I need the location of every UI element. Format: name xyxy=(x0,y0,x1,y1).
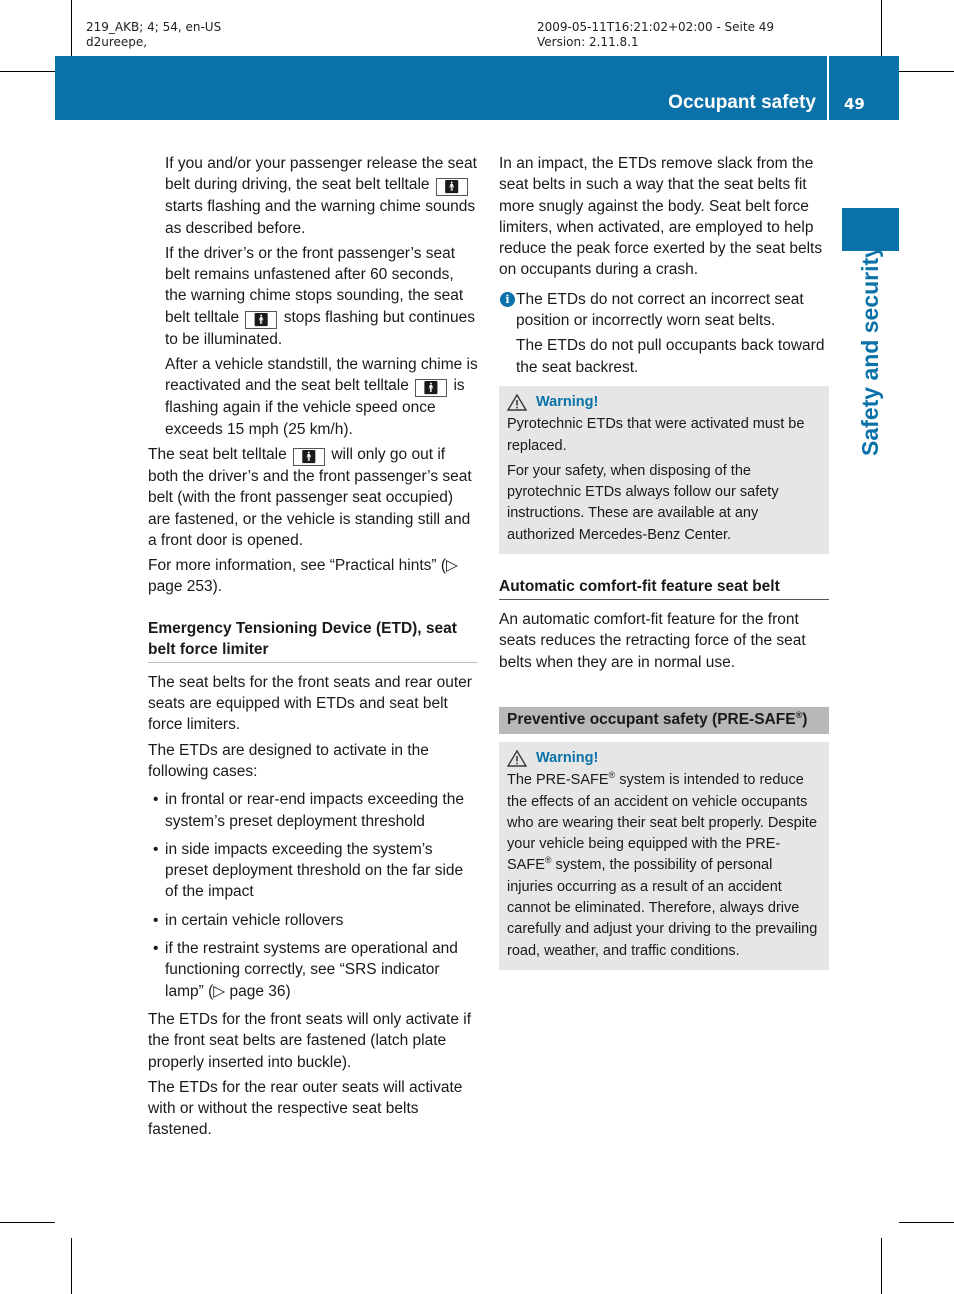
bullet-mark: • xyxy=(153,791,159,809)
warning-text: Pyrotechnic ETDs that were activated must be replaced. xyxy=(507,416,805,454)
print-meta-right xyxy=(537,20,774,50)
page-number: 49 xyxy=(844,95,865,113)
heading-etd: Emergency Tensioning Device (ETD), seat belt force limiter xyxy=(148,619,457,658)
paragraph: An automatic comfort-fit feature for the front seats reduces the retracting force of the seat belts when they are in normal use. xyxy=(499,611,806,671)
list-item-text: in frontal or rear-end impacts exceeding the system’s preset deployment threshold xyxy=(165,791,464,830)
text: system is intended to reduce the effects of an accident on vehicle occupants who are wearing their seat belt properly. Despite your vehicle being equipped with the PRE-SAFE xyxy=(507,772,818,874)
text: If the driver’s or the front passenger’s seat belt remains unfastened after 60 seconds, the warning chime stops sounding, the seat belt telltale xyxy=(165,244,464,326)
bullet-mark: • xyxy=(153,911,159,929)
meta-line: 2009-05-11T16:21:02+02:00 - Seite 49 xyxy=(537,20,775,34)
list-item xyxy=(148,910,478,931)
text: system, the possibility of personal injuries occurring as a result of an accident cannot be eliminated. Therefore, always drive carefully and adjust your driving to the prevailing road, weather, and traffic conditions. xyxy=(507,857,818,959)
header-divider xyxy=(827,56,829,120)
registered-mark: ® xyxy=(608,770,616,781)
crop-mark xyxy=(881,0,882,56)
list-item-text: if the restraint systems are operational and functioning correctly, see “SRS indicator lamp” (▷ page 36) xyxy=(165,940,458,1000)
seat-belt-telltale-icon: 🚹︎ xyxy=(245,311,277,329)
crop-mark xyxy=(899,1222,954,1223)
list-item xyxy=(148,789,478,832)
registered-mark: ® xyxy=(795,709,803,720)
text: will only go out if both the driver’s and the front passenger’s seat belt (with the front passenger seat occupied) are fastened, or the vehicle is standing still and a front door is opened. xyxy=(148,445,472,549)
paragraph xyxy=(148,354,478,440)
paragraph xyxy=(148,444,478,551)
text: The seat belt telltale xyxy=(148,445,287,463)
warning-text: For your safety, when disposing of the pyrotechnic ETDs always follow our safety instructions. These are available at any authorized Mercedes-Benz Center. xyxy=(507,462,779,543)
info-icon: i xyxy=(500,292,515,307)
warning-header xyxy=(507,748,821,769)
list-item xyxy=(148,938,478,1002)
list-item-text: in side impacts exceeding the system’s preset deployment threshold on the far side of the impact xyxy=(165,840,464,901)
text: After a vehicle standstill, the warning chime is reactivated and the seat belt telltale xyxy=(165,356,478,395)
paragraph xyxy=(148,153,478,239)
chapter-label-text: Safety and security xyxy=(856,244,883,456)
meta-line: 219_AKB; 4; 54, en-US xyxy=(86,20,222,34)
print-meta-left xyxy=(86,20,221,50)
paragraph xyxy=(148,243,478,350)
info-note xyxy=(499,289,829,378)
heading-text: Preventive occupant safety (PRE-SAFE xyxy=(507,710,796,728)
text: The PRE-SAFE xyxy=(507,772,609,789)
bullet-mark: • xyxy=(153,840,159,858)
seat-belt-telltale-icon: 🚹︎ xyxy=(415,379,447,397)
paragraph: In an impact, the ETDs remove slack from the seat belts in such a way that the seat belts fit more snugly against the body. Seat belt force limiters, when activated, are employed to help reduce the peak force exerted by the seat belts on occupants during a crash. xyxy=(499,155,823,279)
heading-text: ) xyxy=(802,710,808,728)
list-item xyxy=(148,839,478,903)
list-item-text: in certain vehicle rollovers xyxy=(165,911,344,929)
section-title: Occupant safety xyxy=(668,92,816,113)
warning-title: Warning! xyxy=(536,393,599,410)
text: is flashing again if the vehicle speed once exceeds 15 mph (25 km/h). xyxy=(165,377,465,438)
paragraph: The ETDs for the front seats will only activate if the front seat belts are fastened (latch plate properly inserted into buckle). xyxy=(148,1010,472,1071)
left-column xyxy=(148,153,478,1145)
crop-mark xyxy=(71,1238,72,1294)
registered-mark: ® xyxy=(544,855,552,866)
warning-box xyxy=(499,742,829,970)
warning-triangle-icon xyxy=(507,750,527,767)
right-column xyxy=(499,153,829,970)
heading-block xyxy=(148,618,478,663)
text: If you and/or your passenger release the seat belt during driving, the seat belt telltale xyxy=(165,155,477,194)
text: stops flashing but continues to be illuminated. xyxy=(165,308,476,348)
crop-mark xyxy=(0,1222,55,1223)
info-text: The ETDs do not pull occupants back toward the seat backrest. xyxy=(516,337,825,376)
meta-line: d2ureepe, xyxy=(86,35,148,49)
chapter-tab-label xyxy=(830,220,910,480)
paragraph: The ETDs are designed to activate in the following cases: xyxy=(148,741,429,780)
text: starts flashing and the warning chime sounds as described before. xyxy=(165,198,476,237)
crop-mark xyxy=(881,1238,882,1294)
warning-box xyxy=(499,386,829,554)
crop-mark xyxy=(0,71,55,72)
warning-header xyxy=(507,392,821,413)
info-text: The ETDs do not correct an incorrect seat position or incorrectly worn seat belts. xyxy=(516,290,804,330)
crop-mark xyxy=(899,71,954,72)
paragraph: The ETDs for the rear outer seats will activate with or without the respective seat belts fastened. xyxy=(148,1078,463,1139)
paragraph: The seat belts for the front seats and rear outer seats are equipped with ETDs and seat belt force limiters. xyxy=(148,673,472,734)
bullet-mark: • xyxy=(153,940,159,958)
heading-presafe xyxy=(499,707,829,734)
meta-line: Version: 2.11.8.1 xyxy=(537,35,639,49)
crop-mark xyxy=(71,0,72,56)
warning-triangle-icon xyxy=(507,394,527,411)
seat-belt-telltale-icon: 🚹︎ xyxy=(436,178,468,196)
warning-title: Warning! xyxy=(536,749,599,766)
heading-comfort-fit: Automatic comfort-fit feature seat belt xyxy=(499,578,780,596)
cross-reference: For more information, see “Practical hints” (▷ page 253). xyxy=(148,557,458,596)
warning-text xyxy=(507,770,821,962)
seat-belt-telltale-icon: 🚹︎ xyxy=(293,448,325,466)
heading-block xyxy=(499,576,829,600)
